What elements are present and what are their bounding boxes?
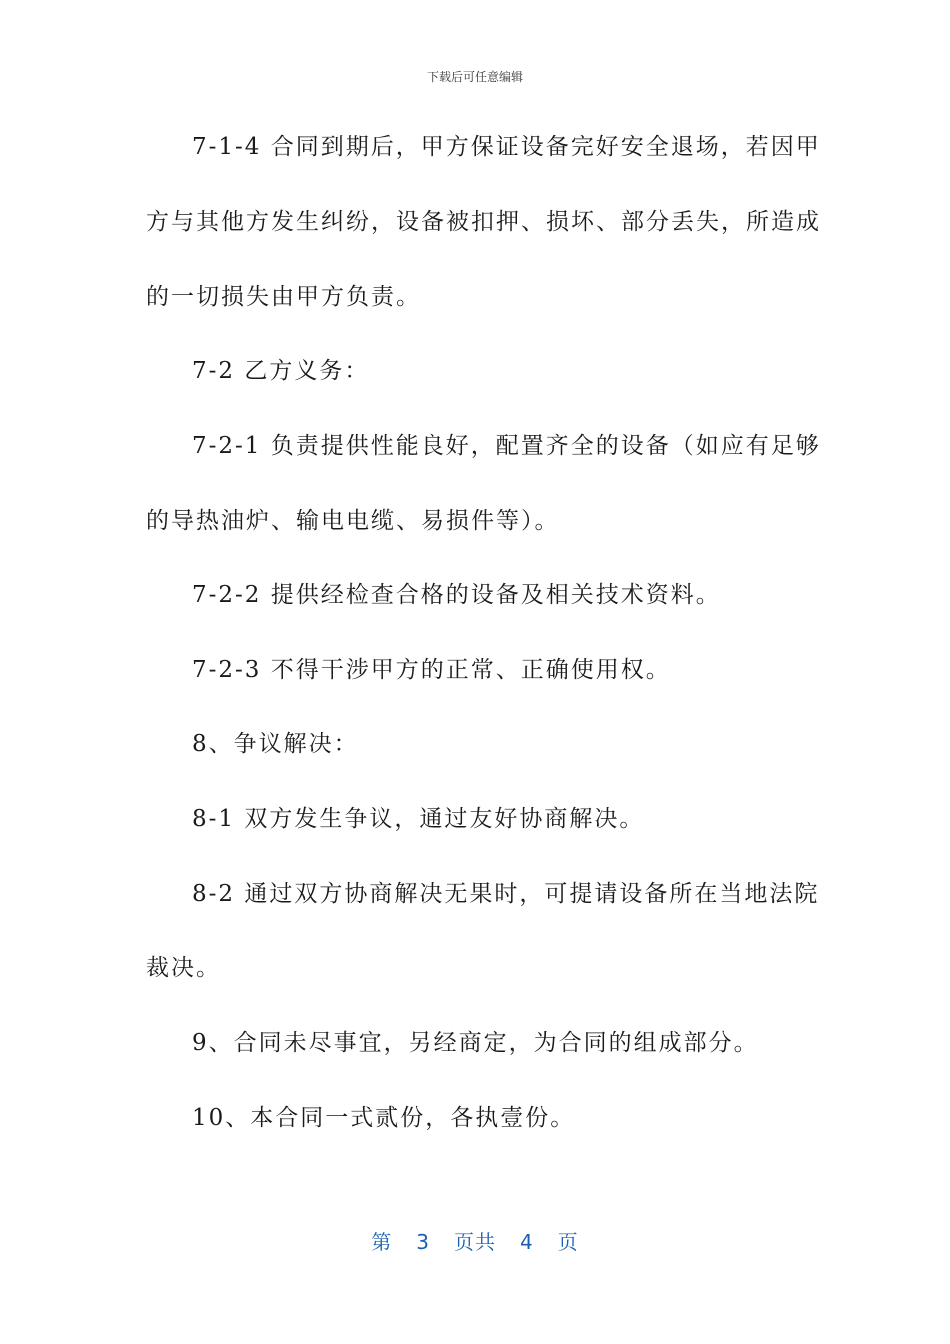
footer-middle: 页共 (454, 1230, 496, 1254)
paragraph-line: 7-2-3 不得干涉甲方的正常、正确使用权。 (192, 657, 671, 683)
paragraph-line: 8-2 通过双方协商解决无果时，可提请设备所在当地法院 (192, 881, 820, 907)
footer-suffix: 页 (557, 1230, 579, 1254)
paragraph-line: 8-1 双方发生争议，通过友好协商解决。 (192, 806, 645, 832)
paragraph-line: 7-2-2 提供经检查合格的设备及相关技术资料。 (192, 582, 721, 608)
paragraph-line: 7-1-4 合同到期后，甲方保证设备完好安全退场，若因甲 (192, 134, 821, 160)
paragraph-line: 9、合同未尽事宜，另经商定，为合同的组成部分。 (192, 1030, 759, 1056)
footer-total-pages: 4 (520, 1230, 534, 1254)
paragraph-line: 10、本合同一式贰份，各执壹份。 (192, 1105, 576, 1131)
paragraph-line: 方与其他方发生纠纷，设备被扣押、损坏、部分丢失，所造成 (146, 209, 821, 235)
footer-prefix: 第 (371, 1230, 393, 1254)
page-number-footer (0, 1226, 950, 1255)
paragraph-line: 的导热油炉、输电电缆、易损件等）。 (146, 508, 560, 534)
paragraph-line: 裁决。 (146, 955, 221, 981)
paragraph-line: 8、争议解决： (192, 731, 359, 757)
paragraph-line: 7-2-1 负责提供性能良好，配置齐全的设备（如应有足够 (192, 433, 821, 459)
footer-current-page: 3 (416, 1230, 430, 1254)
paragraph-line: 的一切损失由甲方负责。 (146, 284, 421, 310)
paragraph-line: 7-2 乙方义务： (192, 358, 370, 384)
header-note: 下载后可任意编辑 (426, 70, 523, 84)
